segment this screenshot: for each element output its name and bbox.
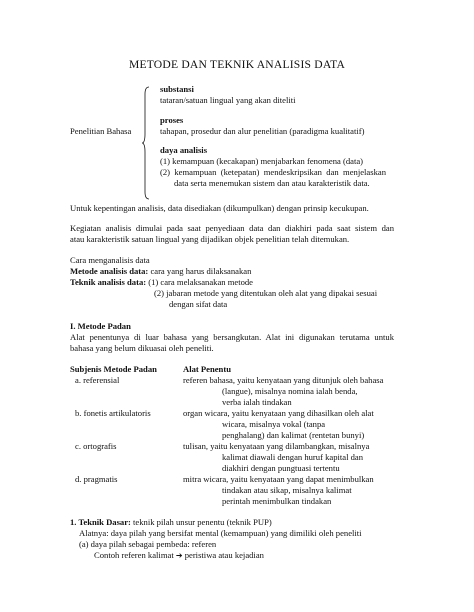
row-subject: d. pragmatis [75, 474, 118, 484]
row-tool-line: kalimat diawali dengan huruf kapital dan [222, 452, 364, 462]
row-tool-line: organ wicara, yaitu kenyataan yang dihasilkan oleh alat [183, 408, 374, 418]
row-tool-line: penghalang) dan kalimat (rentetan bunyi) [222, 430, 365, 440]
daya-analisis-item-2-cont: data serta menemukan sistem dan atau karakteristik data. [174, 178, 370, 188]
metode-analisis-line [70, 266, 251, 277]
teknik-analisis-text-2: (2) jabaran metode yang ditentukan oleh alat yang dipakai sesuai [154, 288, 378, 298]
paragraph-kegiatan-line-1: Kegiatan analisis dimulai pada saat penyediaan data dan diakhiri pada saat sistem dan [70, 223, 394, 233]
proses-heading: proses [160, 115, 184, 125]
daya-analisis-item-1: (1) kemampuan (kecakapan) menjabarkan fenomena (data) [160, 156, 364, 166]
substansi-heading: substansi [160, 84, 194, 94]
paragraph-kecukupan: Untuk kepentingan analisis, data disediakan (dikumpulkan) dengan prinsip kecukupan. [70, 203, 369, 213]
teknik-dasar-contoh [94, 550, 264, 561]
teknik-analisis-label: Teknik analisis data: [70, 277, 147, 287]
teknik-dasar-alat: Alatnya: daya pilah yang bersifat mental (kemampuan) yang dimiliki oleh peneliti [79, 528, 362, 538]
row-tool-line: (langue), misalnya nomina ialah benda, [222, 386, 358, 396]
row-subject: a. referensial [75, 375, 120, 385]
teknik-analisis-line [70, 277, 253, 288]
section-intro-line-2: bahasa yang belum dikuasai oleh peneliti. [70, 343, 214, 353]
row-tool-line: wicara, misalnya vokal (tanpa [222, 419, 326, 429]
teknik-dasar-text: teknik pilah unsur penentu (teknik PUP) [130, 517, 272, 527]
daya-analisis-heading: daya analisis [160, 145, 208, 155]
cara-heading: Cara menganalisis data [70, 255, 150, 265]
substansi-text: tataran/satuan lingual yang akan diteliti [160, 95, 296, 105]
contoh-text-b: peristiwa atau kejadian [182, 550, 264, 560]
teknik-dasar-label: 1. Teknik Dasar: [70, 517, 131, 527]
metode-analisis-text: cara yang harus dilaksanakan [148, 266, 252, 276]
teknik-dasar-daya-pilah: (a) daya pilah sebagai pembeda: referen [79, 539, 217, 549]
metode-analisis-label: Metode analisis data: [70, 266, 149, 276]
teknik-dasar-line [70, 517, 272, 528]
row-subject: b. fonetis artikulatoris [75, 408, 151, 418]
row-tool-line: referen bahasa, yaitu kenyataan yang ditunjuk oleh bahasa [183, 375, 384, 385]
row-tool-line: mitra wicara, yaitu kenyataan yang dapat menimbulkan [183, 474, 374, 484]
proses-text: tahapan, prosedur dan alur penelitian (paradigma kualitatif) [160, 126, 365, 136]
row-tool-line: tindakan atau sikap, misalnya kalimat [222, 485, 352, 495]
teknik-analisis-text-2-cont: dengan sifat data [169, 299, 228, 309]
column-header-alat-penentu: Alat Penentu [183, 364, 231, 374]
daya-analisis-item-2: (2) kemampuan (ketepatan) mendeskripsikan dan menjelaskan [160, 167, 386, 177]
research-label: Penelitian Bahasa [70, 126, 132, 136]
row-subject: c. ortografis [75, 441, 117, 451]
row-tool-line: diakhiri dengan pungtuasi tertentu [222, 463, 340, 473]
row-tool-line: verba ialah tindakan [222, 397, 292, 407]
contoh-text-a: Contoh referen kalimat [94, 550, 176, 560]
brace-icon [142, 86, 150, 200]
column-header-subjenis: Subjenis Metode Padan [70, 364, 157, 374]
teknik-analisis-text-1: (1) cara melaksanakan metode [146, 277, 253, 287]
row-tool-line: perintah menimbulkan tindakan [222, 496, 332, 506]
section-intro-line-1: Alat penentunya di luar bahasa yang bersangkutan. Alat ini digunakan terutama untuk [70, 332, 394, 342]
paragraph-kegiatan-line-2: atau karakteristik satuan lingual yang dijadikan objek penelitian telah ditemukan. [70, 234, 350, 244]
section-heading-metode-padan: I. Metode Padan [70, 321, 131, 331]
arrow-right-icon: ➔ [175, 551, 183, 560]
row-tool-line: tulisan, yaitu kenyataan yang dilambangkan, misalnya [183, 441, 370, 451]
page-title: METODE DAN TEKNIK ANALISIS DATA [128, 58, 346, 71]
